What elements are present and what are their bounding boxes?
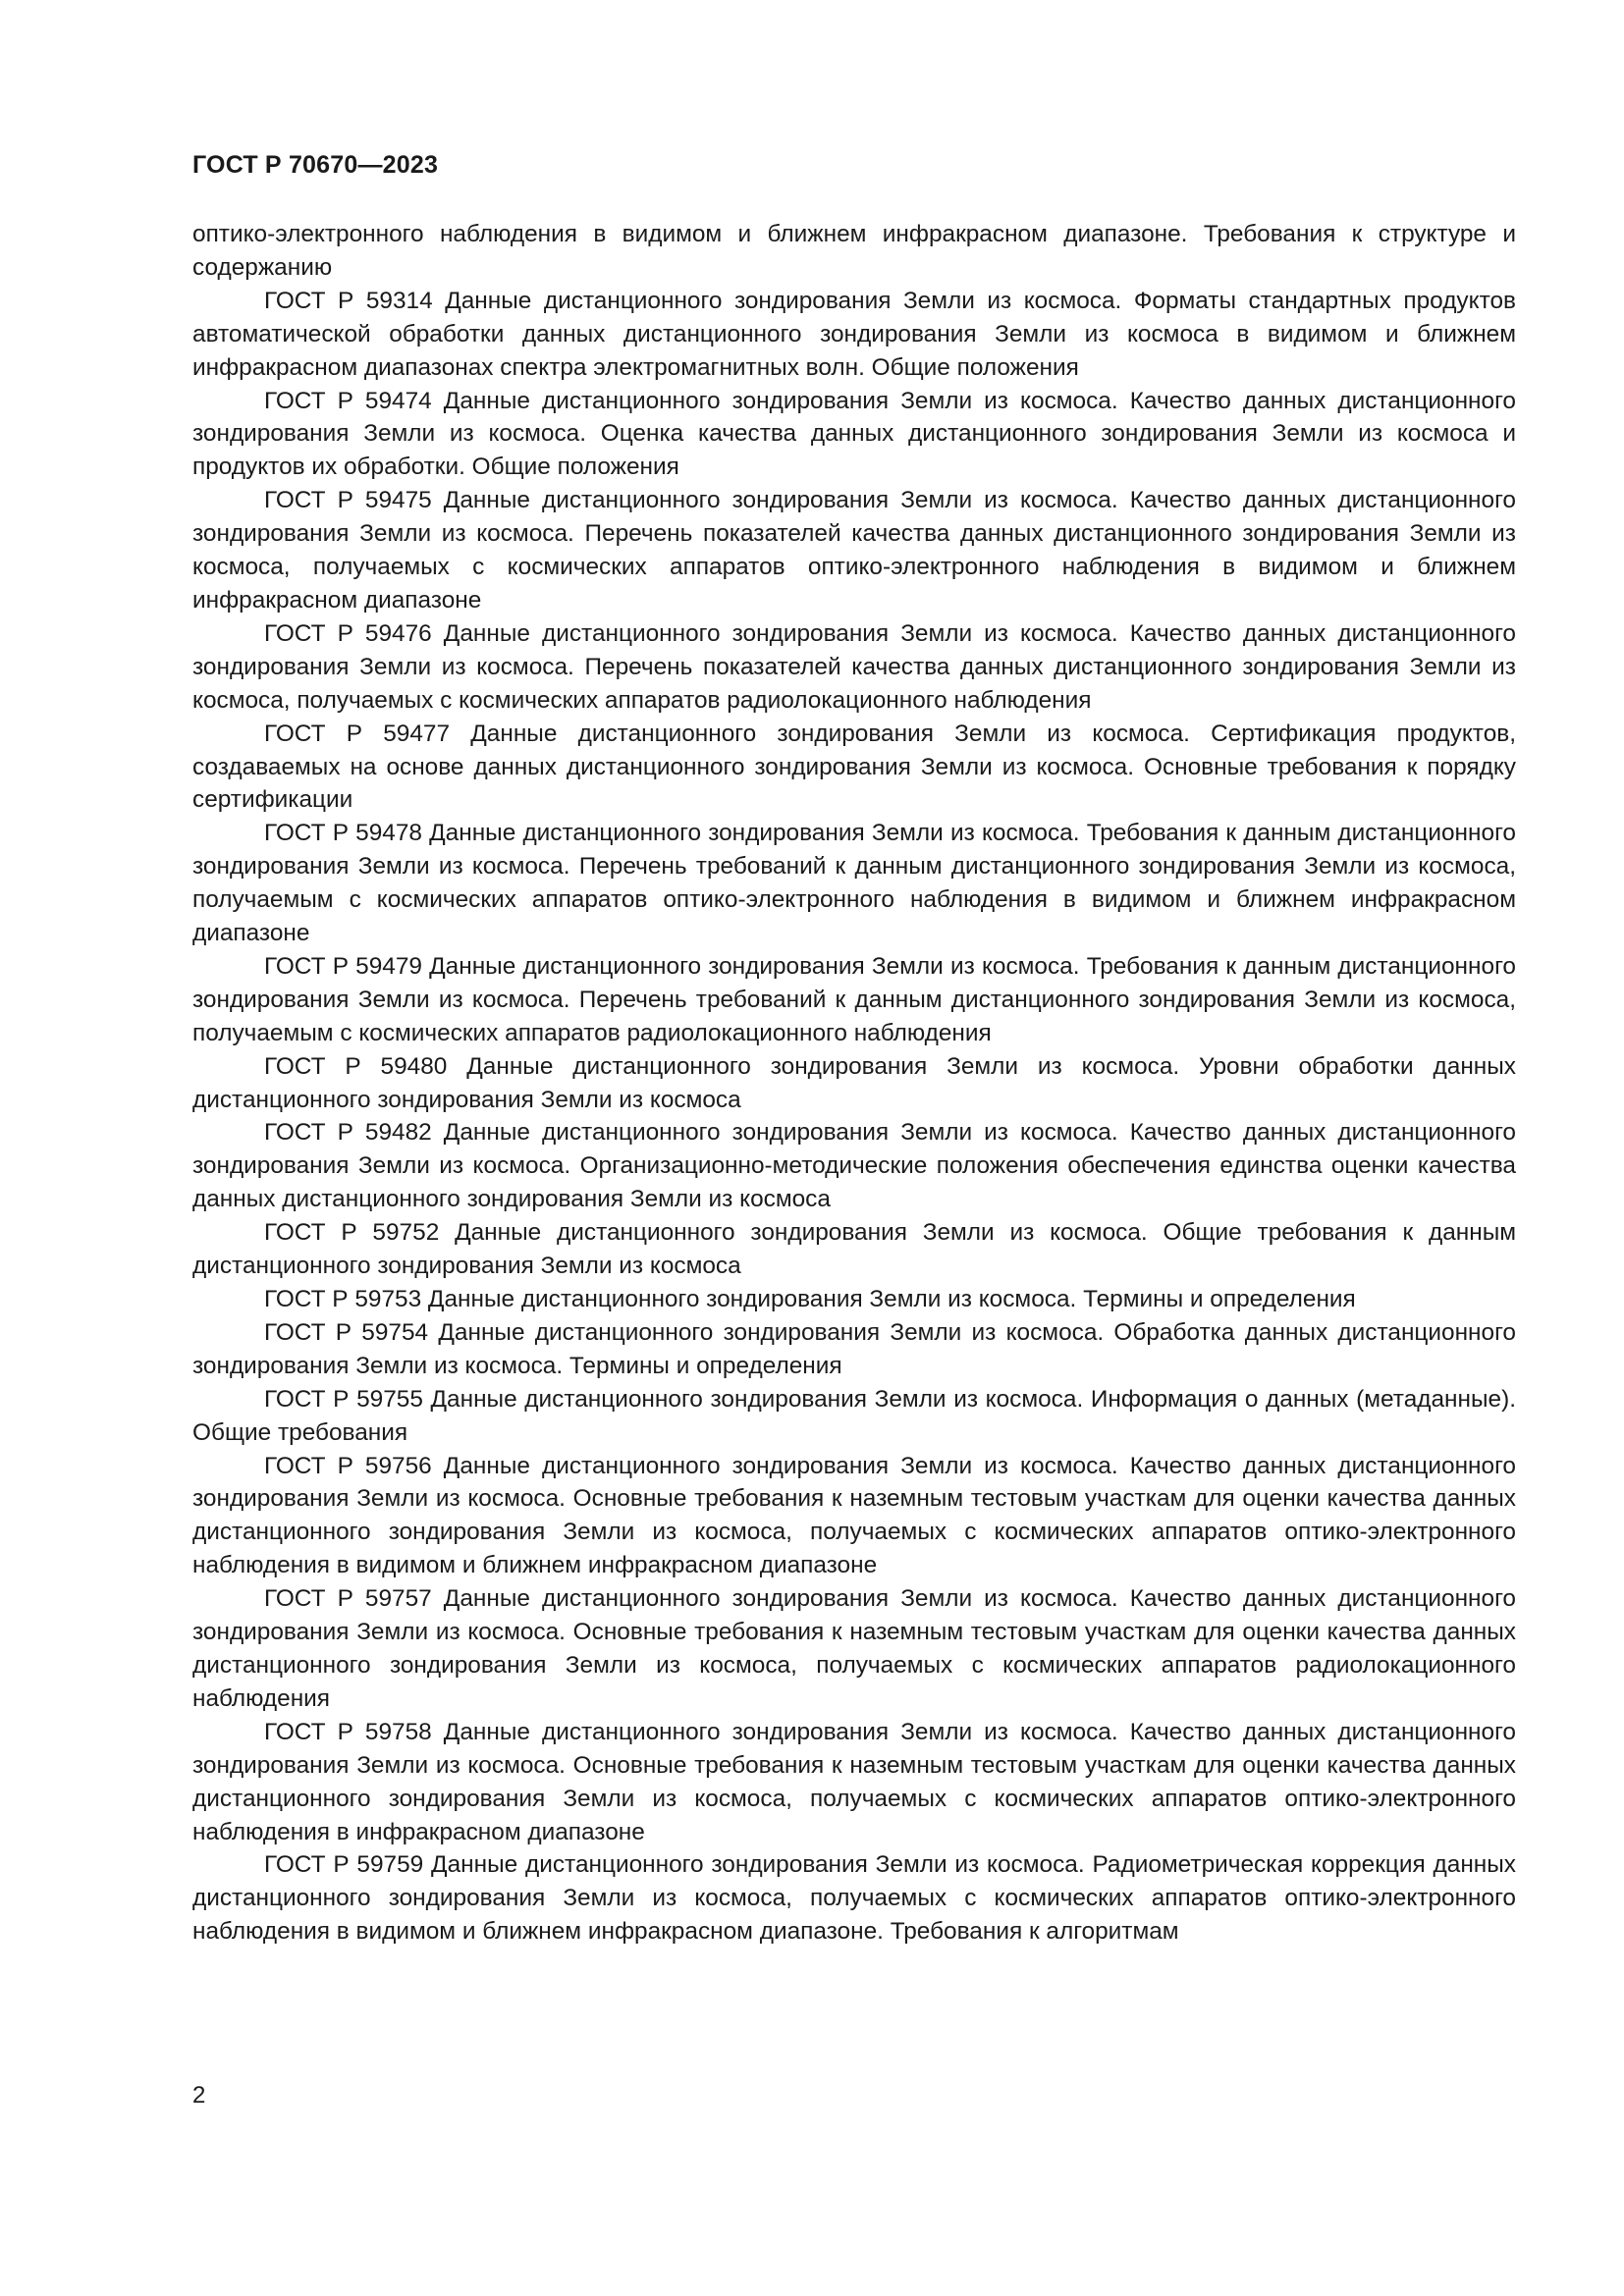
- reference-item: ГОСТ Р 59755 Данные дистанционного зондирования Земли из космоса. Информация о данных (метаданные). Общие требования: [192, 1385, 1516, 1446]
- reference-item: ГОСТ Р 59475 Данные дистанционного зондирования Земли из космоса. Качество данных дистанционного зондирования Земли из космоса. Перечень показателей качества данных дистанционного зондирования Земли из космоса, получаемых с космических аппаратов оптико-электронного наблюдения в видимом и ближнем инфракрасном диапазоне: [192, 487, 1516, 614]
- reference-item: ГОСТ Р 59756 Данные дистанционного зондирования Земли из космоса. Качество данных дистанционного зондирования Земли из космоса. Основные требования к наземным тестовым участкам для оценки качества данных дистанционного зондирования Земли из космоса, получаемых с космических аппаратов оптико-электронного наблюдения в видимом и ближнем инфракрасном диапазоне: [192, 1452, 1516, 1579]
- reference-item: ГОСТ Р 59754 Данные дистанционного зондирования Земли из космоса. Обработка данных дистанционного зондирования Земли из космоса. Термины и определения: [192, 1318, 1516, 1379]
- reference-item: ГОСТ Р 59478 Данные дистанционного зондирования Земли из космоса. Требования к данным дистанционного зондирования Земли из космоса. Перечень требований к данным дистанционного зондирования Земли из космоса, получаемым с космических аппаратов оптико-электронного наблюдения в видимом и ближнем инфракрасном диапазоне: [192, 820, 1516, 947]
- reference-item: ГОСТ Р 59480 Данные дистанционного зондирования Земли из космоса. Уровни обработки данных дистанционного зондирования Земли из космоса: [192, 1052, 1516, 1113]
- reference-item: ГОСТ Р 59474 Данные дистанционного зондирования Земли из космоса. Качество данных дистанционного зондирования Земли из космоса. Оценка качества данных дистанционного зондирования Земли из космоса и продуктов их обработки. Общие положения: [192, 387, 1516, 481]
- paragraph-continuation: оптико-электронного наблюдения в видимом и ближнем инфракрасном диапазоне. Требования к структуре и содержанию: [192, 221, 1516, 281]
- reference-item: ГОСТ Р 59477 Данные дистанционного зондирования Земли из космоса. Сертификация продуктов, создаваемых на основе данных дистанционного зондирования Земли из космоса. Основные требования к порядку сертификации: [192, 720, 1516, 814]
- document-header: ГОСТ Р 70670—2023: [192, 151, 439, 179]
- document-body: [192, 218, 1516, 1949]
- reference-item: ГОСТ Р 59758 Данные дистанционного зондирования Земли из космоса. Качество данных дистанционного зондирования Земли из космоса. Основные требования к наземным тестовым участкам для оценки качества данных дистанционного зондирования Земли из космоса, получаемых с космических аппаратов оптико-электронного наблюдения в инфракрасном диапазоне: [192, 1718, 1516, 1845]
- reference-item: ГОСТ Р 59753 Данные дистанционного зондирования Земли из космоса. Термины и определения: [264, 1286, 1356, 1312]
- reference-item: ГОСТ Р 59479 Данные дистанционного зондирования Земли из космоса. Требования к данным дистанционного зондирования Земли из космоса. Перечень требований к данным дистанционного зондирования Земли из космоса, получаемым с космических аппаратов радиолокационного наблюдения: [192, 952, 1516, 1046]
- reference-item: ГОСТ Р 59759 Данные дистанционного зондирования Земли из космоса. Радиометрическая коррекция данных дистанционного зондирования Земли из космоса, получаемых с космических аппаратов оптико-электронного наблюдения в видимом и ближнем инфракрасном диапазоне. Требования к алгоритмам: [192, 1851, 1516, 1946]
- reference-item: ГОСТ Р 59482 Данные дистанционного зондирования Земли из космоса. Качество данных дистанционного зондирования Земли из космоса. Организационно-методические положения обеспечения единства оценки качества данных дистанционного зондирования Земли из космоса: [192, 1119, 1516, 1213]
- reference-item: ГОСТ Р 59752 Данные дистанционного зондирования Земли из космоса. Общие требования к данным дистанционного зондирования Земли из космоса: [192, 1219, 1516, 1280]
- reference-item: ГОСТ Р 59314 Данные дистанционного зондирования Земли из космоса. Форматы стандартных продуктов автоматической обработки данных дистанционного зондирования Земли из космоса в видимом и ближнем инфракрасном диапазонах спектра электромагнитных волн. Общие положения: [192, 287, 1516, 381]
- reference-item: ГОСТ Р 59476 Данные дистанционного зондирования Земли из космоса. Качество данных дистанционного зондирования Земли из космоса. Перечень показателей качества данных дистанционного зондирования Земли из космоса, получаемых с космических аппаратов радиолокационного наблюдения: [192, 619, 1516, 714]
- page-number: 2: [192, 2082, 206, 2109]
- reference-item: ГОСТ Р 59757 Данные дистанционного зондирования Земли из космоса. Качество данных дистанционного зондирования Земли из космоса. Основные требования к наземным тестовым участкам для оценки качества данных дистанционного зондирования Земли из космоса, получаемых с космических аппаратов радиолокационного наблюдения: [192, 1585, 1516, 1712]
